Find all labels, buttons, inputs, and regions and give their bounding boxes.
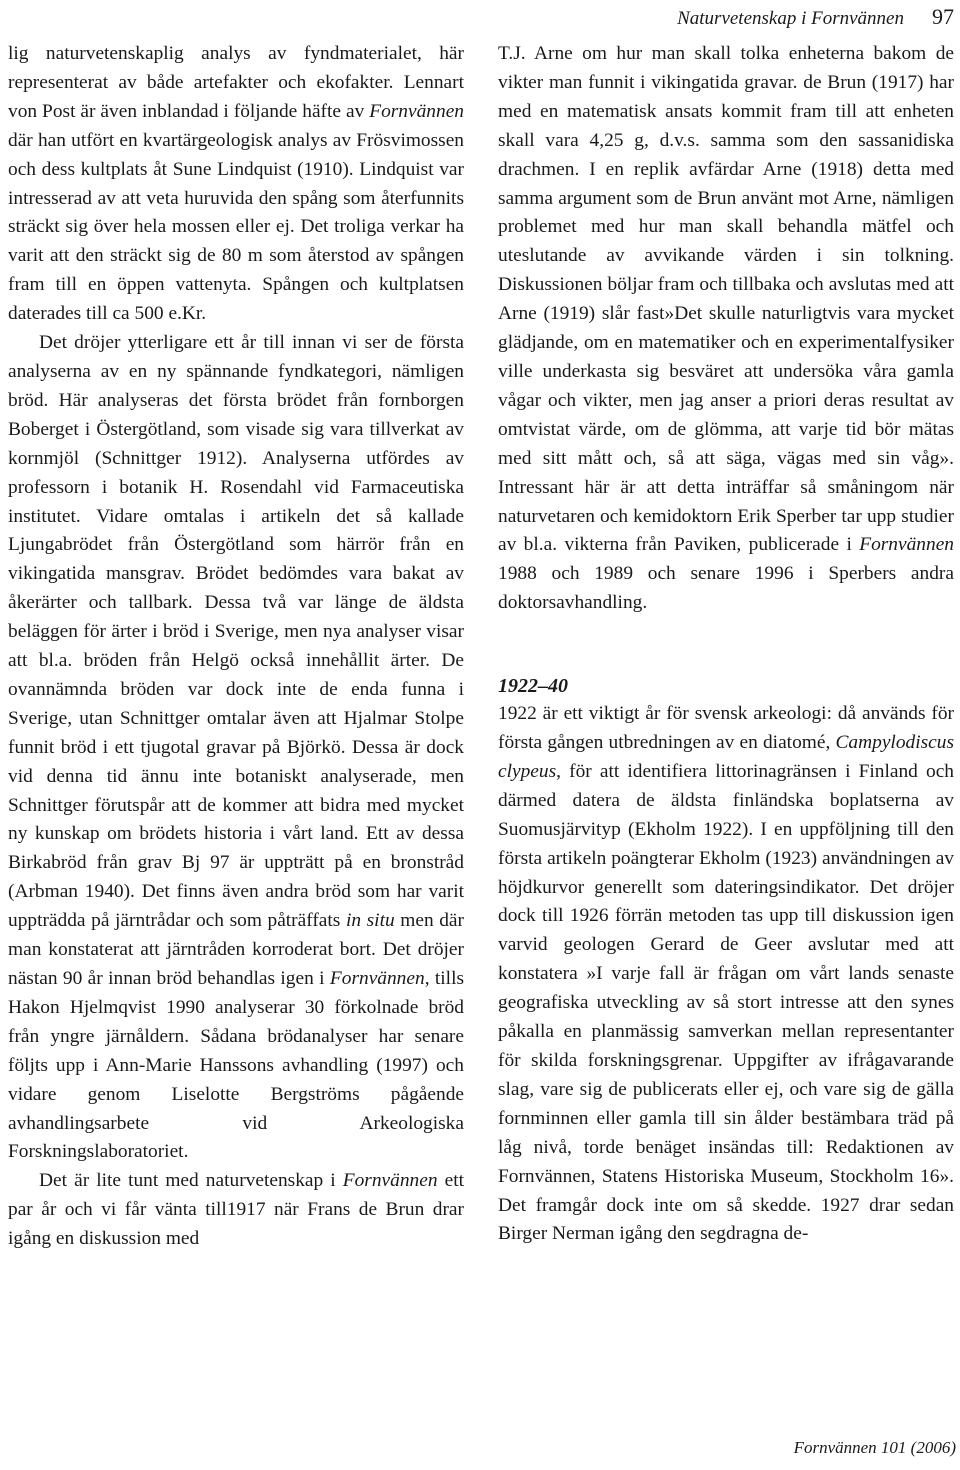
journal-name: Fornvännen [329, 968, 425, 989]
journal-name: Fornvännen [369, 100, 464, 122]
journal-name: Fornvännen [342, 1170, 438, 1192]
page-number: 97 [932, 4, 954, 29]
left-paragraph-1 [8, 40, 464, 329]
text-run: 1922 är ett viktigt år för svensk arkeologi: då används för första gången utbredningen av en diatomé, [498, 703, 954, 754]
right-paragraph-1 [498, 40, 954, 618]
text-run: Det är lite tunt med naturvetenskap i [39, 1170, 343, 1192]
text-run: T.J. Arne om hur man skall tolka enheterna bakom de vikter man funnit i vikingatida gravar. de Brun (1917) har med en matematisk ansats kommit fram till att enheten skall vara 4,25 g, d.v.s. samma som den sassanidiska drachmen. I en replik avfärdar Arne (1918) detta med samma argument som de Brun använt mot Arne, nämligen problemet med hur man skall behandla mätfel och uteslutande av avvikande värden i sin tolkning. Diskussionen böljar fram och tillbaka och avslutas med att Arne (1919) slår fast»Det skulle naturligtvis vara mycket glädjande, om en matematiker och en experimentalfysiker ville underkasta sig besväret att undersöka våra gamla vågar och vikter, men jag anser a priori deras resultat av omtvistat värde, om de glömma, att varje tid bör mätas med sitt mått och, så att säga, vägas med sin våg». Intressant här är att detta inträffar så småningom när naturvetaren och kemidoktorn Erik Sperber tar upp studier av bl.a. vikterna från Paviken, publicerade i [498, 43, 954, 556]
right-paragraph-2 [498, 700, 954, 1249]
text-run: ett par år och vi får vänta till1917 när Frans de Brun drar igång en diskussion med [8, 1170, 464, 1250]
right-column [498, 40, 954, 1249]
journal-section-title: Naturvetenskap i Fornvännen [677, 8, 904, 29]
running-header [677, 4, 954, 30]
text-run: där han utfört en kvartärgeologisk analys av Frösvimossen och dess kultplats åt Sune Lindquist (1910). Lindquist var intresserad av att veta huruvida den spång som återfunnits sträckt sig över hela mossen eller ej. Det troliga verkar ha varit att den sträckt sig de 80 m som återstod av spången fram till en öppen vattenyta. Spången och kultplatsen daterades till ca 500 e.Kr. [8, 129, 464, 325]
text-run: men där man konstaterat att järntråden korroderat bort. Det dröjer nästan 90 år innan bröd behandlas igen i [8, 910, 464, 989]
text-run: lig naturvetenskaplig analys av fyndmaterialet, här representerat av både artefakter och ekofakter. Lennart von Post är även inblandad i följande häfte av [8, 43, 464, 122]
text-run: , tills Hakon Hjelmqvist 1990 analyserar 30 förkolnade bröd från yngre järnåldern. Sådana brödanalyser har senare följts upp i Ann-Marie Hanssons avhandling (1997) och vidare genom Liselotte Bergströms pågående avhandlingsarbete vid Arkeologiska Forskningslaboratoriet. [8, 968, 465, 1163]
text-run: , för att identifiera littorinagränsen i Finland och därmed datera de äldsta finländska boplatserna av Suomusjärvityp (Ekholm 1922). I en uppföljning till den första artikeln poängterar Ekholm (1923) användningen av höjdkurvor generellt som dateringsindikator. Det dröjer dock till 1926 förrän metoden tas upp till diskussion igen varvid geologen Gerard de Geer avslutar med att konstatera »I varje fall är frågan om vårt lands senaste geografiska utveckling av så stort intresse att den synes påkalla en planmässig samverkan mellan representanter för skilda forskningsgrenar. Uppgifter av ifrågavarande slag, vare sig de publicerats eller ej, och vare sig de gälla fornminnen eller gamla till sin ålder bestämbara träd på låg nivå, torde benäget insändas till: Redaktionen av Fornvännen, Statens Historiska Museum, Stockholm 16». Det framgår dock inte om så skedde. 1927 drar sedan Birger Nerman igång den segdragna de- [498, 760, 954, 1245]
left-paragraph-3 [8, 1167, 464, 1254]
footer-citation: Fornvännen 101 (2006) [793, 1438, 956, 1457]
text-run: Det dröjer ytterligare ett år till innan vi ser de första analyserna av en ny spännande fyndkategori, nämligen bröd. Här analyseras det första brödet från fornborgen Boberget i Östergötland, som visade sig vara tillverkat av kornmjöl (Schnittger 1912). Analyserna utfördes av professorn i botanik H. Rosendahl vid Farmaceutiska institutet. Vidare omtalas i artikeln det så kallade Ljungabrödet från Östergötland som härrör från en vikingatida mansgrav. Brödet bedömdes vara bakat av åkerärter och tallbark. Dessa två var länge de äldsta beläggen för ärter i bröd i Sverige, men nya analyser visar att bl.a. bröden från Helgö också innehållit ärter. De ovannämnda bröden var dock inte de enda funna i Sverige, utan Schnittger omtalar även att Hjalmar Stolpe funnit bröd i ett tjugotal gravar på Björkö. Dessa är dock vid denna tid ännu inte botaniskt analyserade, men Schnittger förutspår att de kommer att bidra med mycket ny kunskap om brödets historia i vårt land. Ett av dessa Birkabröd från grav Bj 97 är uppträtt på en bronstråd (Arbman 1940). Det finns även andra bröd som har varit uppträdda på järntrådar och som påträffats [8, 332, 464, 932]
latin-term: in situ [345, 910, 395, 932]
left-paragraph-2 [8, 329, 464, 1167]
left-column [8, 40, 464, 1254]
species-name: Campylodiscus clypeus [498, 732, 954, 782]
section-heading: 1922–40 [498, 675, 568, 698]
text-run: 1988 och 1989 och senare 1996 i Sperbers andra doktorsavhandling. [498, 563, 954, 614]
journal-name: Fornvännen [859, 534, 954, 556]
